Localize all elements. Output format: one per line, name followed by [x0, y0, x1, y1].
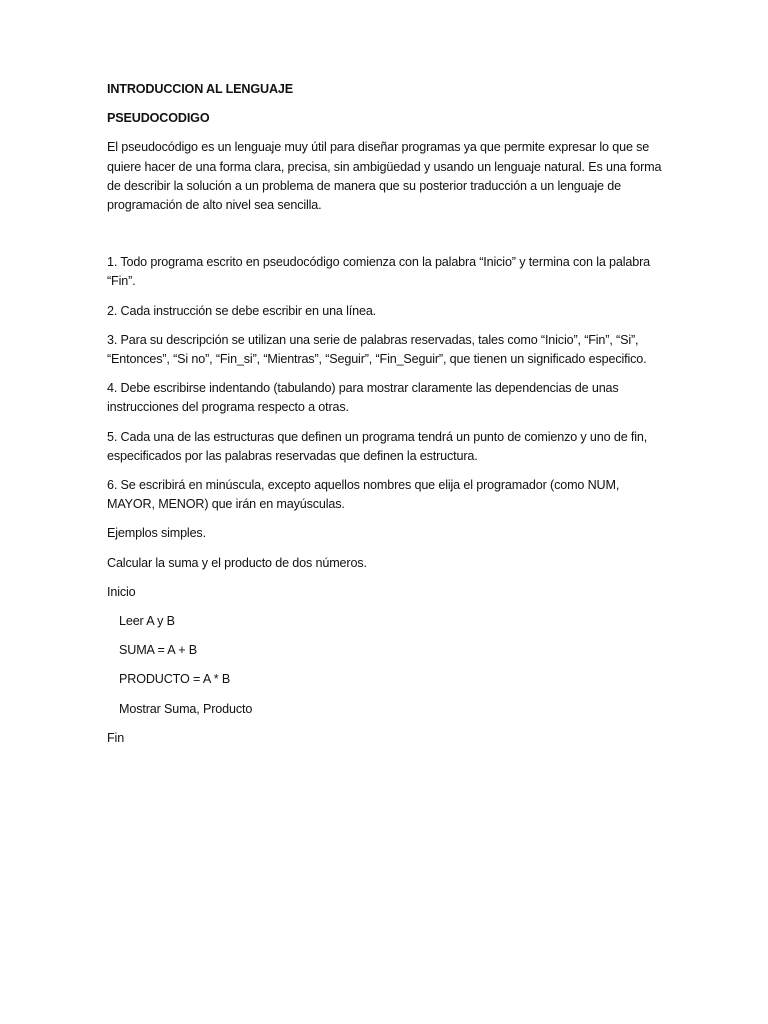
code-line-show: Mostrar Suma, Producto: [119, 701, 253, 716]
intro-paragraph: El pseudocódigo es un lenguaje muy útil para diseñar programas ya que permite expresar lo que se quiere hacer de una forma clara, precisa, sin ambigüedad y usando un lenguaje natural. Es una forma de describir la solución a un problema de manera que su posterior traducción a un lenguaje de programación de alto nivel sea sencilla.: [107, 140, 662, 213]
document-body: [107, 80, 667, 758]
rule-6: 6. Se escribirá en minúscula, excepto aquellos nombres que elija el programador (como NUM, MAYOR, MENOR) que irán en mayúsculas.: [107, 478, 620, 512]
document-heading-1: INTRODUCCION AL LENGUAJE: [107, 82, 294, 96]
code-line-sum: SUMA = A + B: [119, 643, 198, 658]
rule-4: 4. Debe escribirse indentando (tabulando) para mostrar claramente las dependencias de unas instrucciones del programa respecto a otras.: [107, 381, 619, 415]
code-line-read: Leer A y B: [119, 614, 175, 629]
document-heading-2: PSEUDOCODIGO: [107, 111, 210, 126]
rule-3: 3. Para su descripción se utilizan una serie de palabras reservadas, tales como “Inicio”, “Fin”, “Si”, “Entonces”, “Si no”, “Fin_si”, “Mientras”, “Seguir”, “Fin_Seguir”, que tienen un significado especifico.: [107, 332, 647, 367]
code-end: Fin: [107, 730, 125, 745]
rule-2: 2. Cada instrucción se debe escribir en una línea.: [107, 303, 377, 318]
rule-1: 1. Todo programa escrito en pseudocódigo comienza con la palabra “Inicio” y termina con la palabra “Fin”.: [107, 255, 651, 289]
code-start: Inicio: [107, 584, 136, 599]
rule-5: 5. Cada una de las estructuras que definen un programa tendrá un punto de comienzo y uno de fin, especificados por las palabras reservadas que definen la estructura.: [107, 429, 648, 463]
example-description: Calcular la suma y el producto de dos números.: [107, 555, 367, 570]
code-line-product: PRODUCTO = A * B: [119, 672, 231, 687]
paragraph-spacer: [107, 225, 667, 253]
examples-heading: Ejemplos simples.: [107, 526, 206, 541]
